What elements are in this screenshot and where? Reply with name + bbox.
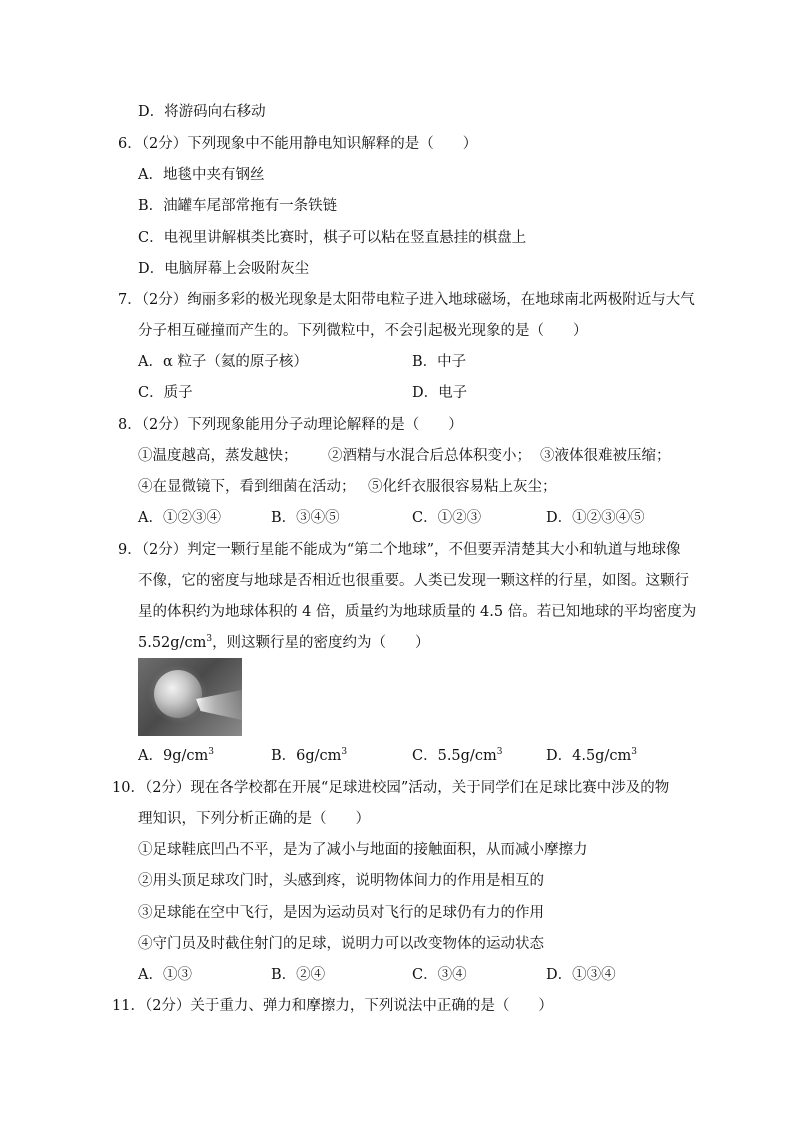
q8-option-c: C．①②③ [412,510,482,526]
q9-option-d: D．$4.5g/cm^3$ [546,747,637,764]
q10-statement-4: ④守门员及时截住射门的足球，说明力可以改变物体的运动状态 [138,936,544,952]
q8-option-a: A．①②③④ [138,510,221,526]
q8-option-d: D．①②③④⑤ [546,510,645,526]
question-9-stem-line1: 9．（2分）判定一颗行星能不能成为“第二个地球”，不但要弄清楚其大小和轨道与地球像 [118,542,681,558]
q9-option-c: C．$5.5g/cm^3$ [412,747,503,764]
q7-option-b: B．中子 [412,354,467,370]
q10-option-a: A．①③ [138,967,192,983]
q10-statement-2: ②用头顶足球攻门时，头感到疼，说明物体间力的作用是相互的 [138,873,544,889]
q6-option-d: D．电脑屏幕上会吸附灰尘 [138,261,310,277]
q7-option-c: C．质子 [138,385,193,401]
planet-sphere [154,670,202,718]
q10-statement-1: ①足球鞋底凹凸不平，是为了减小与地面的接触面积，从而减小摩擦力 [138,842,588,858]
q10-option-d: D．①③④ [546,967,616,983]
q10-option-c: C．③④ [412,967,467,983]
q8-statement-5: ⑤化纤衣服很容易粘上灰尘； [368,479,557,495]
question-9-stem-line3: 星的体积约为地球体积的 4 倍，质量约为地球质量的 4.5 倍。若已知地球的平均密度为 [138,604,697,620]
q8-statement-2: ②酒精与水混合后总体积变小； [328,448,531,464]
q7-option-a: A．α 粒子（氦的原子核） [138,354,308,370]
q7-option-d: D．电子 [412,385,468,401]
q10-option-b: B．②④ [271,967,326,983]
planet-image [138,658,242,736]
q8-statement-4: ④在显微镜下，看到细菌在活动； [138,479,356,495]
question-8-stem: 8．（2分）下列现象能用分子动理论解释的是（ ） [118,417,463,433]
q8-statement-1: ①温度越高，蒸发越快； [138,448,298,464]
q9-option-b: B．$6g/cm^3$ [271,747,348,764]
q6-option-c: C．电视里讲解棋类比赛时，棋子可以粘在竖直悬挂的棋盘上 [138,230,527,246]
q10-statement-3: ③足球能在空中飞行，是因为运动员对飞行的足球仍有力的作用 [138,905,544,921]
question-9-stem-line2: 不像，它的密度与地球是否相近也很重要。人类已发现一颗这样的行星，如图。这颗行 [138,573,689,589]
question-7-stem-line2: 分子相互碰撞而产生的。下列微粒中，不会引起极光现象的是（ ） [138,323,588,339]
q6-option-b: B．油罐车尾部常拖有一条铁链 [138,198,338,214]
q6-option-a: A．地毯中夹有钢丝 [138,167,265,183]
question-9-stem-line4: $5.52g/cm^3$，则这颗行星的密度约为（ ） [138,634,430,651]
q8-statement-3: ③液体很难被压缩； [540,448,671,464]
question-10-stem-line1: 10．（2分）现在各学校都在开展“足球进校园”活动，关于同学们在足球比赛中涉及的物 [112,780,670,796]
question-10-stem-line2: 理知识，下列分析正确的是（ ） [138,811,370,827]
question-7-stem-line1: 7．（2分）绚丽多彩的极光现象是太阳带电粒子进入地球磁场，在地球南北两极附近与大气 [118,292,695,308]
q9-option-a: A．$9g/cm^3$ [138,747,214,764]
q8-option-b: B．③④⑤ [271,510,340,526]
question-11-stem: 11．（2分）关于重力、弹力和摩擦力，下列说法中正确的是（ ） [112,998,553,1014]
question-6-stem: 6．（2分）下列现象中不能用静电知识解释的是（ ） [118,136,478,152]
q5-option-d: D．将游码向右移动 [138,104,266,120]
